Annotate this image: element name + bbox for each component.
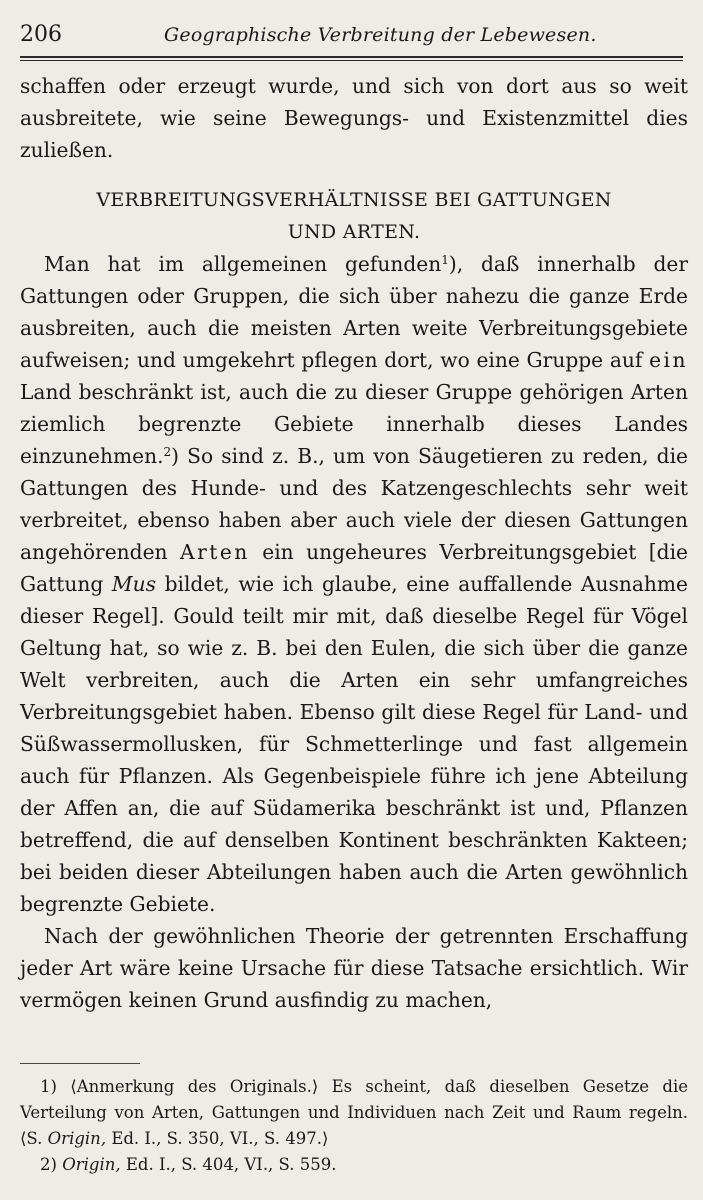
text-run: ) So sind z. B., um von Säugetieren zu reden, die Gattungen des Hunde- und des Katzengeschlechts sehr weit verbreitet, ebenso haben aber auch viele der diesen Gattungen angehörenden [20,444,688,564]
emphasis-italic: Origin, [47,1129,107,1148]
paragraph-distribution [20,248,688,920]
page-number: 206 [20,22,62,47]
emphasis-italic: Mus [111,572,156,596]
text-run: ein ungeheures Verbreitungsgebiet [die Gattung [20,540,688,596]
header-rule-thin [20,60,683,61]
section-heading [20,184,688,248]
footnote-mark: 1) [40,1077,57,1096]
section-heading-line1: VERBREITUNGSVERHÄLTNISSE BEI GATTUNGEN [96,189,612,211]
footnote-ref-2: 2 [163,445,172,459]
text-run: Ed. I., S. 404, VI., S. 559. [125,1155,337,1174]
main-text [20,70,688,1016]
text-run: ), daß innerhalb der Gattungen oder Gruppen, die sich über nahezu die ganze Erde ausbreiten, auch die meisten Arten weite Verbreitungsgebiete aufweisen; und umgekehrt pflegen dort, wo eine Gruppe auf [20,252,689,372]
running-title: Geographische Verbreitung der Lebewesen. [164,24,597,46]
text-run: Land beschränkt ist, auch die zu dieser Gruppe gehörigen Arten ziemlich begrenzte Gebiete innerhalb dieses Landes einzunehmen. [20,380,688,468]
footnote-2 [20,1152,688,1178]
paragraph-theory: Nach der gewöhnlichen Theorie der getrennten Erschaffung jeder Art wäre keine Ursache für diese Tatsache ersichtlich. Wir vermögen keinen Grund ausfindig zu machen, [20,924,688,1012]
footnote-1 [20,1074,688,1152]
header-rule [20,56,683,58]
text-run: Man hat im allgemeinen gefunden [44,252,442,276]
emphasis-italic: Origin, [62,1155,121,1174]
footnote-rule [20,1063,140,1064]
footnotes [20,1074,688,1178]
text-run: Ed. I., S. 350, VI., S. 497.⟩ [111,1129,329,1148]
emphasis-spaced: Arten [180,540,250,564]
running-header [20,20,683,54]
footnote-ref-1: 1 [441,253,449,267]
text-run: ⟨Anmerkung des Originals.⟩ Es scheint, daß dieselben Gesetze die Verteilung von Arten, Gattungen und Individuen nach Zeit und Raum regeln. ⟨S. [20,1077,688,1148]
footnote-mark: 2) [40,1155,57,1174]
paragraph-continued: schaffen oder erzeugt wurde, und sich von dort aus so weit ausbreitete, wie seine Bewegungs- und Existenzmittel dies zuließen. [20,74,688,162]
section-heading-line2: UND ARTEN. [287,221,421,243]
text-run: bildet, wie ich glaube, eine auffallende Ausnahme dieser Regel]. Gould teilt mir mit, daß dieselbe Regel für Vögel Geltung hat, so wie z. B. bei den Eulen, die sich über die ganze Welt verbreiten, auch die Arten ein sehr umfangreiches Verbreitungsgebiet haben. Ebenso gilt diese Regel für Land- und Süßwassermollusken, für Schmetterlinge und fast allgemein auch für Pflanzen. Als Gegenbeispiele führe ich jene Abteilung der Affen an, die auf Südamerika beschränkt ist und, Pflanzen betreffend, die auf denselben Kontinent beschränkten Kakteen; bei beiden dieser Abteilungen haben auch die Arten gewöhnlich begrenzte Gebiete. [20,572,689,916]
emphasis-spaced: ein [649,348,688,372]
